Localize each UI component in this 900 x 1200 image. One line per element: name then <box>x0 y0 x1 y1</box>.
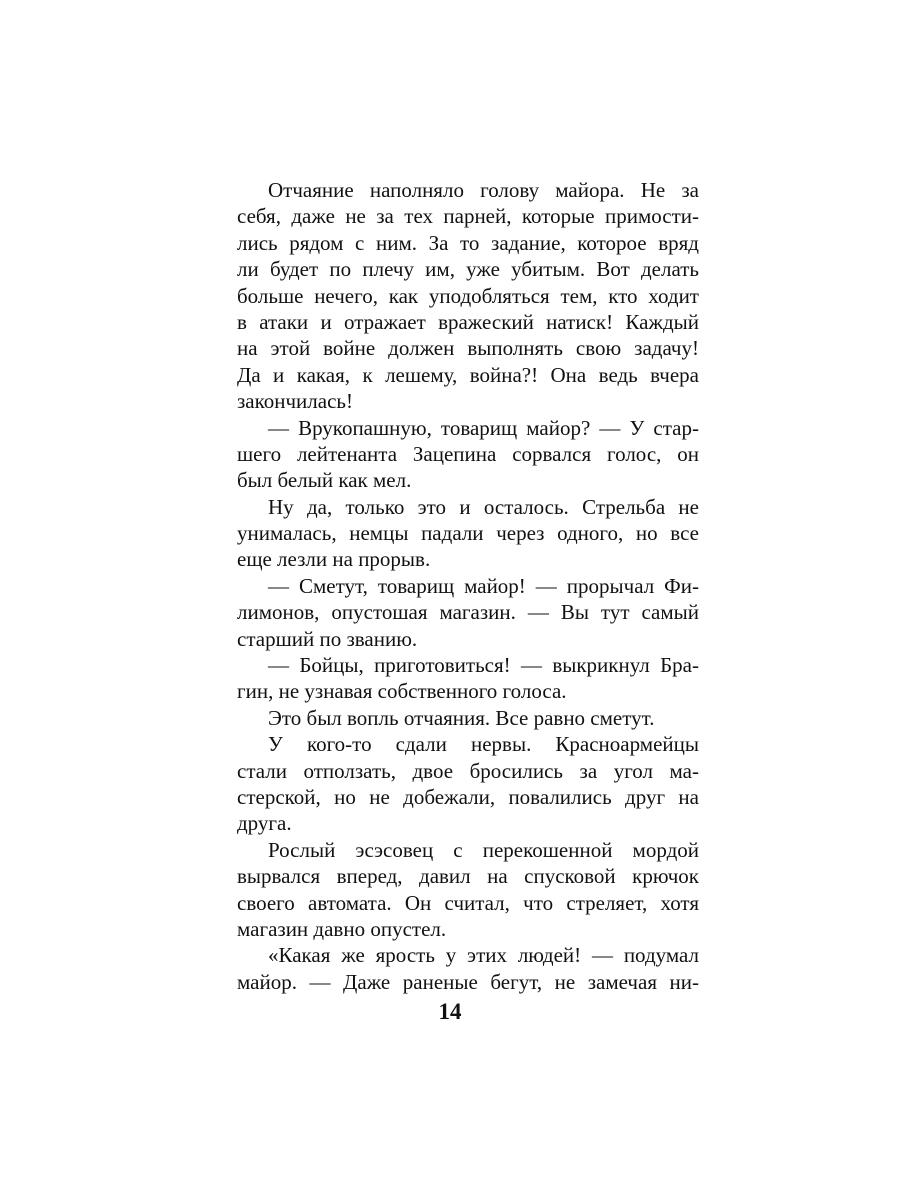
text-line: Рослый эсэсовец с перекошенной мордой <box>268 837 699 862</box>
text-line: лись рядом с ним. За то задание, которое вряд <box>237 230 699 255</box>
text-line: стали отползать, двое бросились за угол ма- <box>237 758 699 783</box>
text-line: — Бойцы, приготовиться! — выкрикнул Бра- <box>268 653 699 678</box>
paragraph <box>237 942 699 995</box>
text-line: себя, даже не за тех парней, которые примости- <box>237 204 699 229</box>
text-line: старший по званию. <box>237 626 418 651</box>
text-line: Отчаяние наполняло голову майора. Не за <box>268 178 699 202</box>
text-line: друга. <box>237 811 292 836</box>
text-line: был белый как мел. <box>237 468 412 493</box>
text-line: в атаки и отражает вражеский натиск! Каждый <box>237 309 699 334</box>
text-line: еще лезли на прорыв. <box>237 547 431 572</box>
paragraph <box>237 731 699 837</box>
page-number: 14 <box>438 999 462 1024</box>
text-line: — Врукопашную, товарищ майор? — У стар- <box>268 415 699 440</box>
text-line: своего автомата. Он считал, что стреляет, хотя <box>237 890 699 915</box>
paragraph <box>237 652 699 705</box>
text-line: ли будет по плечу им, уже убитым. Вот делать <box>237 257 699 282</box>
text-line: магазин давно опустел. <box>237 916 447 941</box>
paragraph <box>237 415 699 494</box>
page-body-text <box>237 177 699 995</box>
paragraph <box>237 573 699 652</box>
text-line: вырвался вперед, давил на спусковой крючок <box>237 864 699 889</box>
text-line: больше нечего, как уподобляться тем, кто ходит <box>237 283 699 308</box>
paragraph <box>237 177 699 415</box>
paragraph <box>237 837 699 943</box>
text-line: майор. — Даже раненые бегут, не замечая ни- <box>237 969 699 994</box>
text-line: — Сметут, товарищ майор! — прорычал Фи- <box>268 573 699 598</box>
text-line: У кого-то сдали нервы. Красноармейцы <box>268 732 699 757</box>
paragraph <box>237 494 699 573</box>
text-line: гин, не узнавая собственного голоса. <box>237 679 567 704</box>
text-line: «Какая же ярость у этих людей! — подумал <box>268 943 699 968</box>
text-line: шего лейтенанта Зацепина сорвался голос, он <box>237 441 699 466</box>
text-line: Ну да, только это и осталось. Стрельба не <box>268 494 699 519</box>
text-line: на этой войне должен выполнять свою задачу! <box>237 336 699 361</box>
text-line: Это был вопль отчаяния. Все равно сметут. <box>268 705 655 730</box>
text-line: закончилась! <box>237 389 353 414</box>
text-line: стерской, но не добежали, повалились друг на <box>237 784 699 809</box>
paragraph <box>237 705 699 731</box>
text-line: Да и какая, к лешему, война?! Она ведь вчера <box>237 362 699 387</box>
text-line: лимонов, опустошая магазин. — Вы тут самый <box>237 600 699 625</box>
text-line: унималась, немцы падали через одного, но все <box>237 521 699 546</box>
